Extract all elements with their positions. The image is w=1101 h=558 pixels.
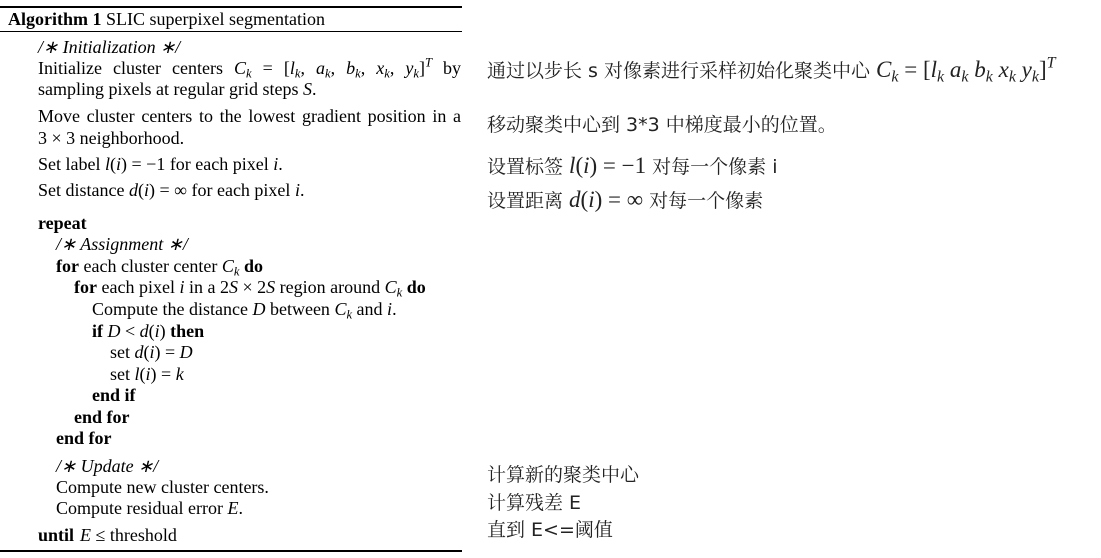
line-if (92, 321, 204, 342)
text-fragment: , (360, 58, 377, 78)
math-variable: D (179, 342, 193, 362)
subscript: k (324, 66, 331, 81)
annotation-init-centers (487, 54, 1056, 86)
line-set-l (110, 364, 184, 385)
math-variable: i (387, 299, 393, 319)
math-variable: i (583, 153, 590, 178)
math-variable: b (346, 58, 356, 78)
text-fragment: ) = ∞ for each pixel (149, 180, 295, 200)
text-fragment: 直到 E<=阈值 (487, 519, 613, 541)
math-variable: d (134, 342, 144, 362)
subscript: k (891, 68, 899, 86)
line-set-distance (38, 180, 304, 201)
text-fragment: ) = −1 (589, 153, 647, 178)
math-variable: S (302, 79, 312, 99)
subscript: k (961, 68, 969, 86)
line-initialization-comment (38, 37, 180, 58)
line-assignment-comment (56, 234, 188, 255)
line-compute-centers (56, 477, 269, 498)
math-variable: E (80, 525, 92, 545)
text-fragment: 通过以步长 s 对像素进行采样初始化聚类中心 (487, 60, 877, 82)
text-fragment: . (311, 79, 317, 99)
math-variable: d (139, 321, 149, 341)
algorithm-title: SLIC superpixel segmentation (106, 9, 325, 29)
line-neighborhood (38, 128, 184, 149)
math-variable: i (294, 180, 300, 200)
math-variable: i (145, 364, 151, 384)
math-variable: D (252, 299, 266, 319)
math-variable: l (569, 153, 576, 178)
line-initialize-centers (38, 55, 461, 81)
text-fragment: and (352, 299, 388, 319)
text-fragment: ( (110, 154, 116, 174)
subscript: k (355, 66, 361, 81)
superscript: T (424, 55, 432, 70)
text-fragment: 对每一个像素 i (646, 156, 778, 178)
math-variable: C (876, 57, 892, 82)
keyword: for (74, 277, 97, 297)
line-for-each-pixel (74, 277, 426, 298)
text-fragment: 计算新的聚类中心 (487, 464, 640, 486)
line-compute-error (56, 498, 243, 519)
text-fragment: . (299, 180, 305, 200)
math-variable: i (273, 154, 279, 174)
text-fragment: , (330, 58, 347, 78)
annotation-set-distance (487, 188, 763, 213)
line-end-if (92, 385, 136, 406)
subscript: k (384, 66, 390, 81)
bottom-rule (0, 550, 462, 552)
math-variable: d (128, 180, 138, 200)
annotation-set-label (487, 154, 777, 179)
math-variable: l (930, 57, 938, 82)
subscript: k (396, 285, 403, 300)
text-fragment: Move cluster centers to the lowest gradient position in a (38, 106, 461, 126)
text-fragment: sampling pixels at regular grid steps (38, 79, 303, 99)
line-end-for-outer (56, 428, 112, 449)
math-variable: l (134, 364, 140, 384)
comment-text: /∗ Assignment ∗/ (56, 234, 188, 254)
keyword: until (38, 525, 75, 545)
text-fragment: ) = −1 for each pixel (121, 154, 274, 174)
math-variable: y (1015, 57, 1032, 82)
keyword: do (239, 256, 264, 276)
subscript: k (413, 66, 419, 81)
text-fragment: ( (137, 180, 144, 200)
math-variable: C (221, 256, 234, 276)
math-variable: i (143, 180, 149, 200)
text-fragment: ) = (154, 342, 180, 362)
text-fragment: Compute new cluster centers. (56, 477, 269, 497)
math-variable: d (569, 187, 581, 212)
text-fragment: . (238, 498, 243, 518)
text-fragment: set (110, 364, 135, 384)
keyword: if (92, 321, 108, 341)
subscript: k (1008, 68, 1016, 86)
text-fragment: . (392, 299, 397, 319)
math-variable: b (968, 57, 986, 82)
text-fragment: ] (1039, 57, 1047, 82)
text-fragment: 设置距离 (487, 190, 570, 212)
math-variable: E (227, 498, 239, 518)
text-fragment: ( (143, 342, 150, 362)
subscript: k (294, 66, 301, 81)
annotation-move-centers (487, 113, 837, 137)
text-fragment: 计算残差 E (487, 492, 582, 514)
text-fragment: 3 × 3 neighborhood. (38, 128, 185, 148)
text-fragment: ) (159, 321, 166, 341)
line-move-centers (38, 106, 461, 127)
keyword: do (402, 277, 426, 297)
text-fragment: ( (148, 321, 155, 341)
math-variable: i (179, 277, 185, 297)
math-variable: S (266, 277, 276, 297)
text-fragment: in a 2 (184, 277, 229, 297)
math-variable: i (149, 342, 155, 362)
math-variable: C (234, 58, 247, 78)
line-compute-distance (92, 299, 397, 320)
subscript: k (246, 66, 252, 81)
line-set-d (110, 342, 193, 363)
superscript: T (1046, 54, 1056, 72)
math-variable: l (289, 58, 295, 78)
math-variable: k (175, 364, 184, 384)
text-fragment: ≤ threshold (91, 525, 177, 545)
text-fragment: 设置标签 (487, 156, 570, 178)
text-fragment: = [ (251, 58, 290, 78)
math-variable: S (228, 277, 238, 297)
subscript: k (937, 68, 945, 86)
text-fragment: ( (575, 153, 584, 178)
line-update-comment (56, 456, 158, 477)
keyword: end for (74, 407, 130, 427)
text-fragment: each cluster center (78, 256, 222, 276)
text-fragment: Compute the distance (92, 299, 253, 319)
text-fragment: each pixel (96, 277, 180, 297)
text-fragment: Initialize cluster centers (38, 58, 235, 78)
text-fragment: ) = ∞ (594, 187, 644, 212)
keyword: then (165, 321, 205, 341)
text-fragment: between (265, 299, 335, 319)
math-variable: i (154, 321, 160, 341)
annotation-compute-centers (487, 463, 639, 487)
math-variable: C (384, 277, 397, 297)
math-variable: D (107, 321, 121, 341)
line-end-for-inner (74, 407, 130, 428)
keyword: end for (56, 428, 112, 448)
math-variable: y (405, 58, 414, 78)
math-variable: x (992, 57, 1009, 82)
line-until (38, 525, 177, 546)
math-variable: C (334, 299, 347, 319)
text-fragment: set (110, 342, 135, 362)
line-repeat (38, 213, 87, 234)
subscript: k (985, 68, 993, 86)
text-fragment: ] (418, 58, 425, 78)
subscript: k (346, 307, 353, 322)
text-fragment: Compute residual error (56, 498, 228, 518)
keyword: repeat (38, 213, 87, 233)
line-set-label (38, 154, 283, 175)
text-fragment: Set distance (38, 180, 129, 200)
comment-text: /∗ Update ∗/ (56, 456, 159, 476)
comment-text: /∗ Initialization ∗/ (38, 37, 181, 57)
text-fragment: 对每一个像素 (643, 190, 764, 212)
annotation-until-threshold (487, 518, 613, 542)
keyword: for (56, 256, 79, 276)
text-fragment: 移动聚类中心到 3*3 中梯度最小的位置。 (487, 114, 837, 136)
algorithm-label: Algorithm 1 (8, 9, 102, 29)
algorithm-header (8, 9, 325, 30)
text-fragment: ( (580, 187, 589, 212)
math-variable: a (944, 57, 962, 82)
subscript: k (1031, 68, 1039, 86)
text-fragment: × 2 (237, 277, 267, 297)
subscript: k (233, 264, 240, 279)
math-variable: i (588, 187, 595, 212)
keyword: end if (92, 385, 136, 405)
text-fragment: ( (139, 364, 146, 384)
math-variable: a (315, 58, 325, 78)
math-variable: i (116, 154, 122, 174)
text-fragment: Set label (38, 154, 105, 174)
text-fragment: = [ (898, 57, 931, 82)
text-fragment: by (431, 58, 461, 78)
math-variable: x (376, 58, 385, 78)
text-fragment: < (120, 321, 140, 341)
line-for-each-cluster (56, 256, 263, 277)
text-fragment: . (278, 154, 283, 174)
text-fragment: , (300, 58, 316, 78)
text-fragment: , (389, 58, 406, 78)
line-sampling-pixels (38, 79, 316, 100)
text-fragment: region around (275, 277, 385, 297)
text-fragment: ) = (150, 364, 176, 384)
annotation-residual-error (487, 491, 581, 515)
math-variable: l (104, 154, 110, 174)
top-rule (0, 6, 462, 8)
header-rule (0, 31, 462, 32)
